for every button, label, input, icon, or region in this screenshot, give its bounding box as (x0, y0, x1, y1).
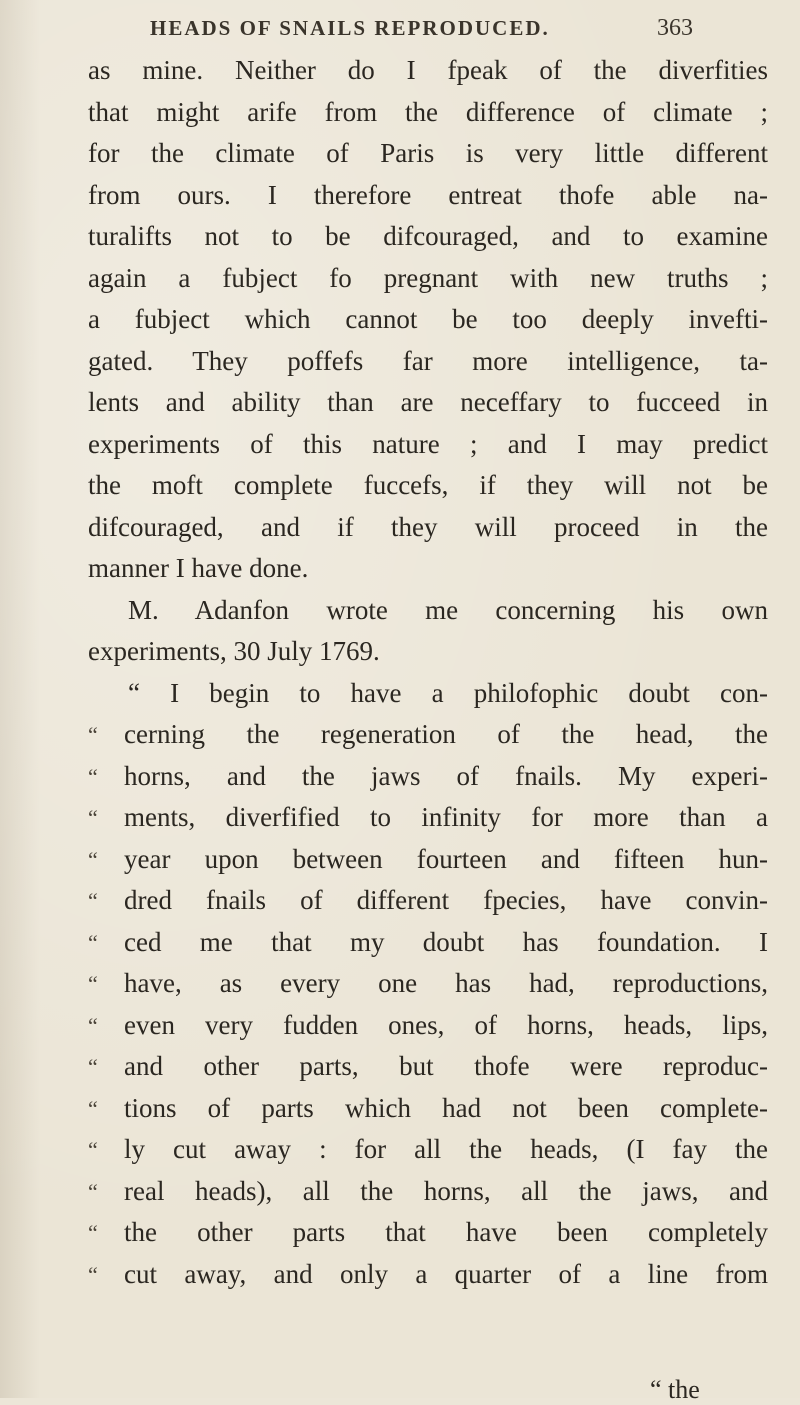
quote-line (88, 1129, 768, 1171)
quote-line (88, 1254, 768, 1296)
quote-text: dred fnails of different fpecies, have convin- (124, 885, 768, 915)
text-line: gated. They poffefs far more intelligence, ta- (88, 345, 768, 376)
quote-line (88, 1212, 768, 1254)
quote-text: year upon between fourteen and fifteen hun- (124, 843, 768, 874)
page-number: 363 (657, 15, 693, 41)
text-line: again a fubject fo pregnant with new truths ; (88, 262, 768, 293)
text-line: a fubject which cannot be too deeply invefti- (88, 304, 768, 334)
text-line: the moft complete fuccefs, if they will not be (88, 470, 768, 500)
quote-text: cut away, and only a quarter of a line from (124, 1258, 768, 1289)
quote-line (88, 797, 768, 839)
quote-mark: “ (88, 1261, 98, 1287)
quote-text: ced me that my doubt has foundation. I (124, 926, 768, 957)
quote-mark: “ (88, 888, 98, 913)
quote-line (88, 756, 768, 798)
quote-mark: “ (88, 929, 98, 955)
paragraph-line: experiments, 30 July 1769. (88, 636, 380, 666)
quote-text: ments, diverfified to infinity for more than a (124, 802, 768, 832)
text-line: for the climate of Paris is very little different (88, 138, 768, 168)
text-line: that might arife from the difference of climate ; (88, 96, 768, 127)
text-line: difcouraged, and if they will proceed in the (88, 511, 768, 542)
quote-text: and other parts, but thofe were reproduc- (124, 1051, 768, 1081)
quote-text: horns, and the jaws of fnails. My experi- (124, 760, 768, 791)
quote-line (88, 922, 768, 964)
quote-line (88, 1171, 768, 1213)
quote-mark: “ (88, 1095, 98, 1121)
quote-line (88, 1005, 768, 1047)
text-line: experiments of this nature ; and I may predict (88, 428, 768, 459)
quote-text: even very fudden ones, of horns, heads, lips, (124, 1009, 768, 1040)
quote-line (88, 839, 768, 881)
catchword: “ the (650, 1375, 700, 1404)
text-line: manner I have done. (88, 553, 309, 583)
text-line: lents and ability than are neceffary to fucceed in (88, 387, 768, 417)
text-line: from ours. I therefore entreat thofe able na- (88, 179, 768, 210)
quote-line (88, 1088, 768, 1130)
quote-mark: “ (88, 805, 98, 830)
quote-mark: “ (88, 1137, 98, 1162)
quote-mark: “ (88, 1178, 98, 1204)
running-head (0, 16, 800, 46)
quote-line (88, 880, 768, 922)
quote-text: have, as every one has had, reproductions, (124, 968, 768, 998)
text-line: as mine. Neither do I fpeak of the diverfities (88, 55, 768, 85)
quote-open-line: “ I begin to have a philofophic doubt con- (128, 677, 768, 708)
running-title: HEADS OF SNAILS REPRODUCED. (150, 16, 550, 40)
quote-line (88, 1046, 768, 1088)
quote-text: the other parts that have been completely (124, 1217, 768, 1247)
quote-mark: “ (88, 1220, 98, 1245)
text-line: turalifts not to be difcouraged, and to examine (88, 221, 768, 251)
quote-text: tions of parts which had not been complete- (124, 1092, 768, 1123)
quote-mark: “ (88, 722, 98, 747)
quote-text: ly cut away : for all the heads, (I fay the (124, 1134, 768, 1164)
quote-mark: “ (88, 971, 98, 996)
body-text (88, 50, 768, 1295)
quote-text: real heads), all the horns, all the jaws, and (124, 1175, 768, 1206)
paragraph-line: M. Adanfon wrote me concerning his own (128, 594, 768, 625)
quote-mark: “ (88, 763, 98, 789)
quote-line (88, 963, 768, 1005)
quote-line (88, 714, 768, 756)
quote-mark: “ (88, 1012, 98, 1038)
quote-text: cerning the regeneration of the head, the (124, 719, 768, 749)
quote-mark: “ (88, 846, 98, 872)
quote-mark: “ (88, 1054, 98, 1079)
